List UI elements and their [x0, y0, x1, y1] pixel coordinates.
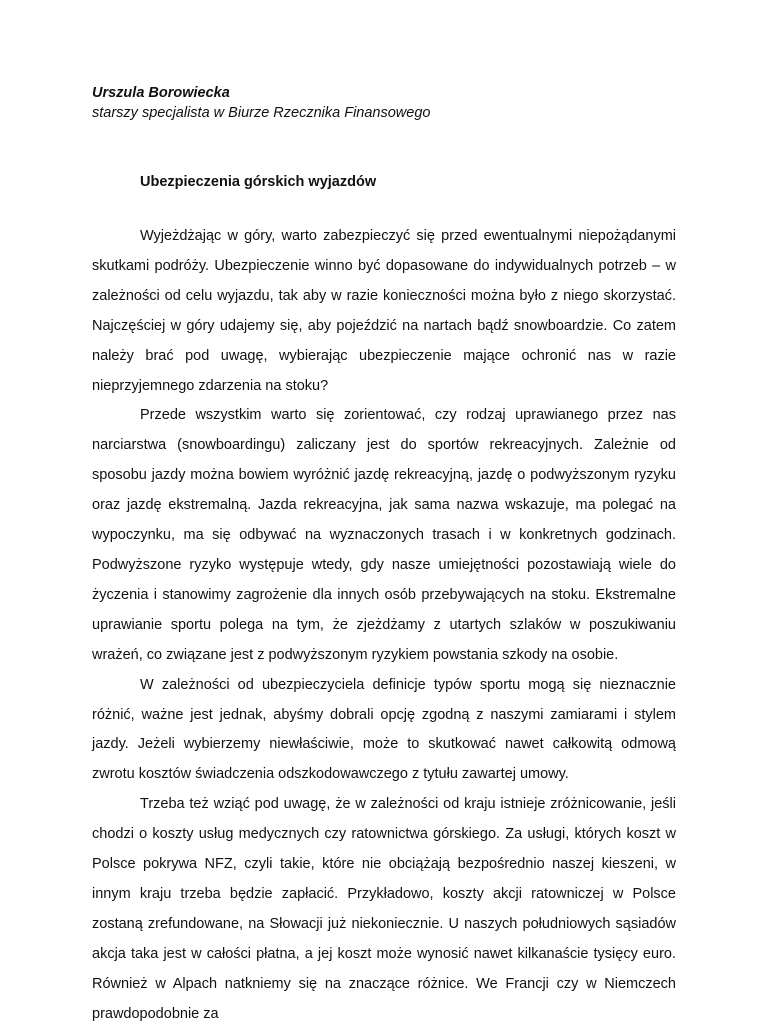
- paragraph: W zależności od ubezpieczyciela definicje typów sportu mogą się nieznacznie różnić, ważne jest jednak, abyśmy dobrali opcję zgodną z naszymi zamiarami i stylem jazdy. Jeżeli wybierzemy niewłaściwie, może to skutkować nawet całkowitą odmową zwrotu kosztów świadczenia odszkodowawczego z tytułu zawartej umowy.: [92, 676, 676, 783]
- paragraph: Przede wszystkim warto się zorientować, czy rodzaj uprawianego przez nas narciarstwa (snowboardingu) zaliczany jest do sportów rekreacyjnych. Zależnie od sposobu jazdy można bowiem wyróżnić jazdę rekreacyjną, jazdę o podwyższonym ryzyku oraz jazdę ekstremalną. Jazda rekreacyjna, jak sama nazwa wskazuje, ma polegać na wypoczynku, ma się odbywać na wyznaczonych trasach i w konkretnych godzinach. Podwyższone ryzyko występuje wtedy, gdy nasze umiejętności pozostawiają wiele do życzenia i stanowimy zagrożenie dla innych osób przebywających na stoku. Ekstremalne uprawianie sportu polega na tym, że zjeżdżamy z utartych szlaków w poszukiwaniu wrażeń, co związane jest z podwyższonym ryzykiem powstania szkody na osobie.: [92, 407, 676, 663]
- paragraph: Wyjeżdżając w góry, warto zabezpieczyć się przed ewentualnymi niepożądanymi skutkami podróży. Ubezpieczenie winno być dopasowane do indywidualnych potrzeb – w zależności od celu wyjazdu, tak aby w razie konieczności można było z niego skorzystać. Najczęściej w góry udajemy się, aby pojeździć na nartach bądź snowboardzie. Co zatem należy brać pod uwagę, wybierając ubezpieczenie mające ochronić nas w razie nieprzyjemnego zdarzenia na stoku?: [92, 228, 676, 394]
- paragraph: Trzeba też wziąć pod uwagę, że w zależności od kraju istnieje zróżnicowanie, jeśli chodzi o koszty usług medycznych czy ratownictwa górskiego. Za usługi, których koszt w Polsce pokrywa NFZ, czyli takie, które nie obciążają bezpośrednio naszej kieszeni, w innym kraju trzeba będzie zapłacić. Przykładowo, koszty akcji ratowniczej w Polsce zostaną zrefundowane, na Słowacji już niekoniecznie. U naszych południowych sąsiadów akcja taka jest w całości płatna, a jej koszt może wynosić nawet kilkanaście tysięcy euro. Również w Alpach natkniemy się na znaczące różnice. We Francji czy w Niemczech prawdopodobnie za: [92, 796, 676, 1022]
- author-block: [92, 83, 692, 123]
- author-name: Urszula Borowiecka: [92, 85, 230, 101]
- document-body: [92, 222, 676, 1029]
- author-role: starszy specjalista w Biurze Rzecznika Finansowego: [92, 105, 431, 121]
- document-title: Ubezpieczenia górskich wyjazdów: [140, 174, 377, 190]
